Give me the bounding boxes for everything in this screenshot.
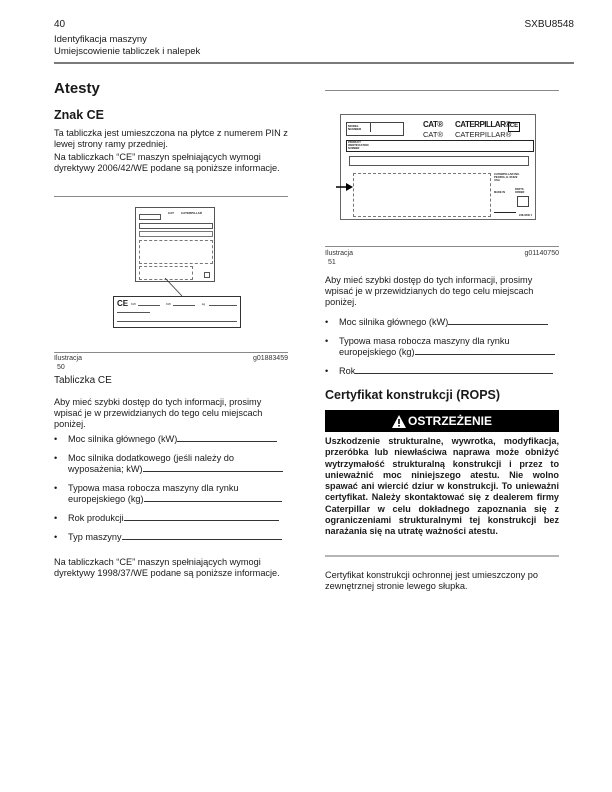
section-title: Identyfikacja maszyny [54, 34, 147, 45]
pin-box [139, 223, 213, 229]
warning-text: Uszkodzenie strukturalne, wywrotka, modyfikacja, przeróbka lub niewłaściwa naprawa może obniżyć wytrzymałość strukturalną konstrukcji i przez to unieważnić moc niniejszego atestu. Nie wolno spawać ani wiercić dziur w konstrukcji. To unieważni certyfikat. Należy skontaktować się z dealerem firmy Caterpillar w celu dokładnego zapoznania się z ograniczeniami strukturalnymi tej konstrukcji bez narażania się na utratę ważności atestu. [325, 436, 559, 537]
blank-field-box [349, 156, 529, 166]
field-operating-mass [54, 483, 288, 505]
field-label: Typowa masa robocza maszyny dla rynku europejskiego (kg) [339, 336, 510, 357]
fill-line[interactable] [144, 494, 282, 502]
figure-bottom-divider [54, 352, 288, 353]
parts-box [517, 196, 529, 207]
fill-in-instructions: Aby mieć szybki dostęp do tych informacji, prosimy wpisać je w przewidzianych do tego celu miejscach poniżej. [54, 397, 263, 429]
fill-in-instructions-right: Aby mieć szybki dostęp do tych informacji, prosimy wpisać je w przewidzianych do tego celu miejscach poniżej. [325, 275, 534, 307]
kw-line-1 [138, 305, 160, 306]
ce-para-directive-2006: Na tabliczkach “CE” maszyn spełniających wymogi dyrektywy 2006/42/WE podane są poniższe informacje. [54, 152, 280, 173]
kw-label-2: KW [166, 302, 171, 306]
rops-location-para: Certyfikat konstrukcji ochronnej jest umieszczony po zewnętrznej stronie lewego słupka. [325, 570, 538, 591]
field-label: Rok [339, 366, 356, 376]
figure-ref: g01883459 [252, 355, 288, 362]
figure-51-caption [325, 250, 559, 257]
figure-ref: g01140750 [524, 250, 559, 257]
warning-bottom-divider [325, 555, 559, 557]
year-line [117, 312, 150, 313]
rops-fields-list [325, 317, 559, 385]
model-number-box [346, 122, 404, 136]
made-in-label: MADE IN [494, 191, 505, 194]
field-label: Moc silnika dodatkowego (jeśli należy do wyposażenia; kW) [68, 453, 234, 474]
parts-label: PARTS ORDER [515, 188, 525, 194]
fill-line[interactable] [122, 532, 282, 540]
figure-50-caption [54, 355, 288, 362]
figure-title: Tabliczka CE [54, 375, 112, 386]
ce-plate-drawing [113, 296, 241, 328]
kw-line-2 [173, 305, 195, 306]
fill-line[interactable] [448, 317, 548, 325]
doc-code: SXBU8548 [524, 19, 574, 30]
kg-line [209, 305, 237, 306]
product-id-box [346, 140, 534, 152]
ce-heading: Znak CE [54, 108, 105, 122]
cat-emblem-icon: CE [508, 122, 520, 132]
arrow-right-icon [335, 182, 355, 192]
product-id-label: PRODUCT IDENTIFICATION NUMBER [348, 141, 369, 150]
field-production-year [54, 513, 288, 524]
warning-label: OSTRZEŻENIE [407, 414, 492, 428]
model-box [139, 214, 161, 220]
field-main-engine-power [325, 317, 559, 328]
made-in-line [494, 212, 516, 213]
blank-box [139, 231, 213, 237]
figure-label: Ilustracja [54, 355, 83, 362]
figure-number: 50 [57, 364, 65, 371]
fill-line[interactable] [415, 347, 555, 355]
page-number: 40 [54, 19, 66, 30]
figure-top-divider [54, 196, 288, 197]
warning-banner [325, 410, 559, 432]
warning-triangle-icon [392, 415, 406, 428]
field-main-engine-power [54, 434, 288, 445]
part-number: 238-0000 1 [519, 214, 533, 217]
header-divider [54, 62, 574, 64]
caterpillar-logo-regular: CATERPILLAR® [455, 130, 512, 139]
field-year [325, 366, 559, 377]
field-label: Typ maszyny [68, 532, 122, 542]
figure-label: Ilustracja [325, 250, 354, 257]
maker-country: USA [494, 178, 500, 182]
field-label: Typowa masa robocza maszyny dla rynku europejskiego (kg) [68, 483, 239, 504]
fill-line[interactable] [143, 464, 283, 472]
field-operating-mass [325, 336, 559, 358]
fill-line[interactable] [124, 513, 279, 521]
ce-fields-list [54, 434, 288, 551]
subsection-title: Umiejscowienie tabliczek i nalepek [54, 46, 201, 57]
type-line [117, 321, 237, 322]
rops-heading: Certyfikat konstrukcji (ROPS) [325, 388, 501, 402]
right-figure-bottom-divider [325, 246, 559, 247]
divider [370, 123, 371, 132]
page-title: Atesty [54, 80, 100, 97]
caterpillar-plate-drawing [340, 114, 536, 220]
dashed-area-upper [139, 240, 213, 264]
ce-para-location: Ta tabliczka jest umieszczona na płytce z numerem PIN z lewej strony ramy przedniej. [54, 128, 288, 149]
ce-mark-icon: CE [117, 299, 129, 308]
ce-para-directive-1998: Na tabliczkach “CE” maszyn spełniających wymogi dyrektywy 1998/37/WE podane są poniższe informacje. [54, 557, 280, 578]
fill-line[interactable] [355, 366, 553, 374]
cat-logo-small: CAT [168, 211, 174, 215]
caterpillar-logo-bold: CATERPILLAR® [455, 120, 511, 129]
kg-label: kg [202, 302, 206, 306]
field-machine-type [54, 532, 288, 543]
model-number-label: MODEL NUMBER [348, 124, 362, 131]
field-label: Moc silnika głównego (kW) [339, 317, 449, 327]
leader-line-icon [160, 278, 200, 298]
maker-name: CATERPILLAR INC. [494, 172, 520, 176]
pin-plate-drawing [135, 207, 215, 282]
figure-number: 51 [328, 259, 336, 266]
field-label: Moc silnika głównego (kW) [68, 434, 178, 444]
caterpillar-logo-small: CATERPILLAR [181, 211, 202, 215]
maker-info [494, 173, 536, 182]
parts-box [204, 272, 210, 278]
kw-label-1: KW [131, 302, 136, 306]
cat-logo-bold: CAT® [423, 120, 443, 129]
cat-logo-regular: CAT® [423, 130, 443, 139]
maker-address: PEORIA, IL 61629 [494, 175, 518, 179]
fill-line[interactable] [177, 434, 277, 442]
field-aux-engine-power [54, 453, 288, 475]
right-figure-top-divider [325, 90, 559, 91]
dashed-label-area [353, 173, 491, 217]
field-label: Rok produkcji [68, 513, 124, 523]
